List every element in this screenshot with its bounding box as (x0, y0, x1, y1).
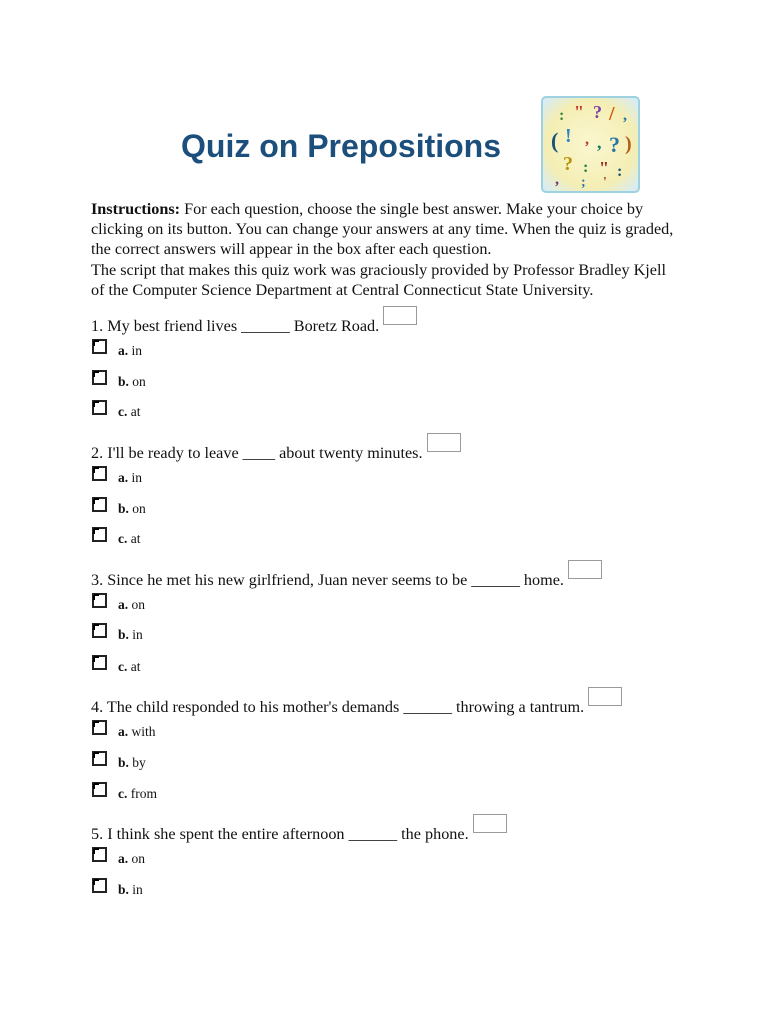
question-4 (91, 687, 622, 718)
answer-box-3 (568, 560, 602, 579)
radio-button-icon[interactable] (92, 847, 107, 862)
page-title: Quiz on Prepositions (181, 128, 502, 164)
svg-text:?: ? (609, 132, 620, 157)
radio-button-icon[interactable] (92, 751, 107, 766)
svg-text:): ) (625, 133, 632, 155)
svg-text:;: ; (581, 175, 586, 190)
instructions-block (91, 199, 681, 300)
svg-text:,: , (585, 131, 589, 148)
question-text: 2. I'll be ready to leave ____ about twenty minutes. (91, 444, 423, 462)
question-2 (91, 433, 461, 464)
instructions-label: Instructions: (91, 200, 181, 218)
svg-text::: : (583, 159, 589, 176)
punctuation-logo-icon (541, 96, 640, 193)
option-label: a. in (118, 343, 143, 358)
answer-box-4 (588, 687, 622, 706)
answer-box-1 (383, 306, 417, 325)
radio-button-icon[interactable] (92, 623, 107, 638)
radio-button-icon[interactable] (92, 593, 107, 608)
answer-box-5 (473, 814, 507, 833)
option-label: c. at (118, 659, 141, 674)
radio-button-icon[interactable] (92, 878, 107, 893)
option-label: b. on (118, 501, 146, 516)
svg-text:!: ! (565, 125, 572, 147)
answer-box-2 (427, 433, 461, 452)
svg-text:(: ( (551, 128, 559, 153)
option-label: a. in (118, 470, 143, 485)
question-text: 5. I think she spent the entire afternoon ______ the phone. (91, 825, 469, 843)
instructions-paragraph (91, 199, 681, 260)
option-label: b. in (118, 627, 143, 642)
svg-text:?: ? (563, 153, 573, 175)
radio-button-icon[interactable] (92, 782, 107, 797)
radio-button-icon[interactable] (92, 370, 107, 385)
radio-button-icon[interactable] (92, 339, 107, 354)
svg-text:,: , (597, 132, 602, 152)
svg-text:": " (574, 102, 584, 122)
credit-text: The script that makes this quiz work was graciously provided by Professor Bradley Kjell of the Computer Science Department at Central Connecticut State University. (91, 260, 666, 299)
radio-button-icon[interactable] (92, 466, 107, 481)
option-label: c. at (118, 404, 141, 419)
question-text: 1. My best friend lives ______ Boretz Road. (91, 317, 380, 335)
radio-button-icon[interactable] (92, 527, 107, 542)
instructions-text: For each question, choose the single best answer. Make your choice by clicking on its button. You can change your answers at any time. When the quiz is graded, the correct answers will appear in the box after each question. (91, 200, 674, 259)
option-label: b. on (118, 374, 146, 389)
option-label: c. at (118, 531, 141, 546)
radio-button-icon[interactable] (92, 655, 107, 670)
option-label: b. by (118, 755, 146, 770)
option-label: c. from (118, 786, 157, 801)
option-label: a. with (118, 724, 156, 739)
svg-text:,: , (555, 171, 559, 188)
svg-text:?: ? (593, 102, 602, 122)
question-text: 4. The child responded to his mother's demands ______ throwing a tantrum. (91, 698, 585, 716)
svg-text::: : (559, 107, 565, 124)
question-5 (91, 814, 507, 845)
question-3 (91, 560, 602, 591)
radio-button-icon[interactable] (92, 400, 107, 415)
question-1 (91, 306, 417, 337)
option-label: b. in (118, 882, 143, 897)
svg-text:,: , (623, 107, 627, 124)
radio-button-icon[interactable] (92, 720, 107, 735)
radio-button-icon[interactable] (92, 497, 107, 512)
question-text: 3. Since he met his new girlfriend, Juan never seems to be ______ home. (91, 571, 564, 589)
svg-text:": " (599, 158, 609, 178)
svg-text:/: / (609, 103, 615, 125)
svg-text:': ' (603, 175, 607, 190)
option-label: a. on (118, 851, 145, 866)
option-label: a. on (118, 597, 145, 612)
svg-text::: : (617, 163, 623, 180)
